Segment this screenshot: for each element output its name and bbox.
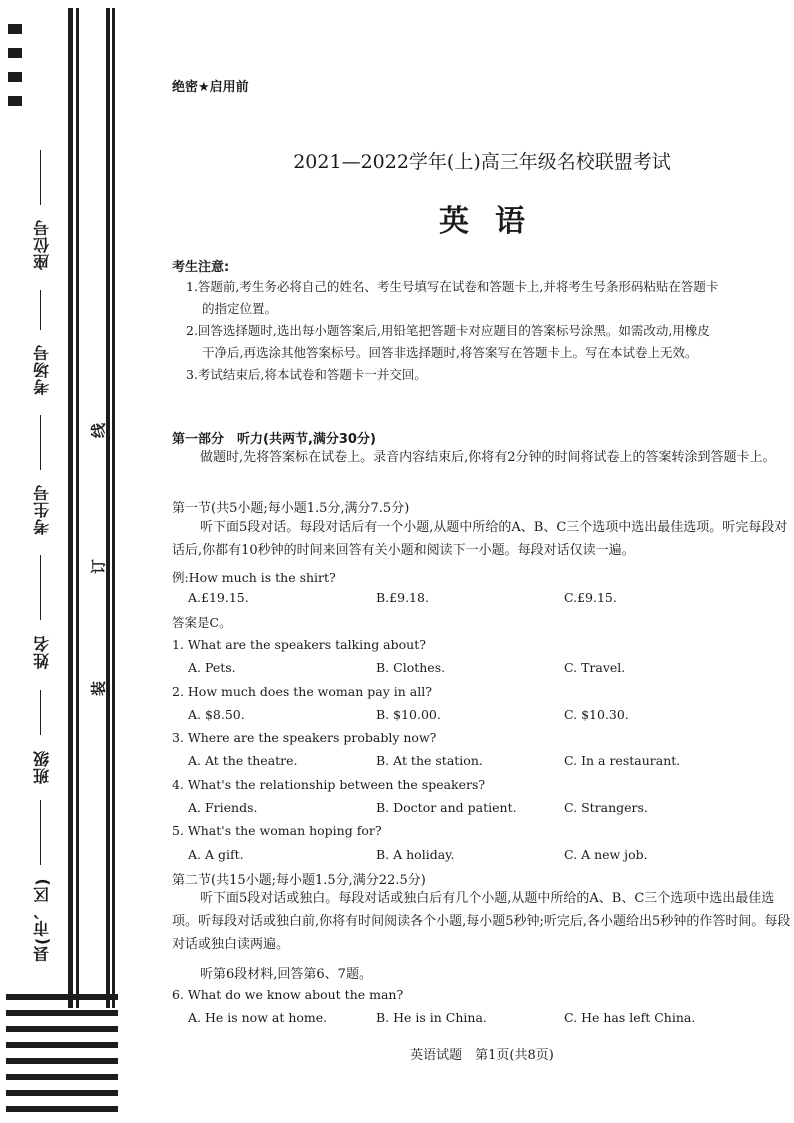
section2-intro: 听下面5段对话或独白。每段对话或独白后有几个小题,从题中所给的A、B、C三个选项中选出最佳选项。听每段对话或独白前,你将有时间阅读各个小题,每小题5秒钟;听完后,各小题给出5秒钟的作答时间。每段对话或独白读两遍。 bbox=[172, 891, 791, 952]
option-a: A. $8.50. bbox=[188, 707, 245, 722]
fill-line bbox=[40, 800, 41, 865]
notice-item bbox=[186, 276, 794, 320]
class-label: 班级 bbox=[32, 750, 52, 785]
option-a: A. Pets. bbox=[188, 660, 236, 675]
option-b: B. Doctor and patient. bbox=[376, 800, 517, 815]
option-b: B. A holiday. bbox=[376, 847, 455, 862]
binding-bar bbox=[68, 8, 73, 1008]
binding-block bbox=[8, 96, 22, 106]
binding-bar bbox=[106, 8, 110, 1008]
example-question: 例:How much is the shirt? bbox=[172, 570, 336, 585]
notice-line: 的指定位置。 bbox=[202, 301, 278, 316]
fill-line bbox=[40, 690, 41, 735]
option-c: C. In a restaurant. bbox=[564, 753, 681, 768]
binding-hbar bbox=[6, 1010, 118, 1016]
option-a: A. At the theatre. bbox=[188, 753, 298, 768]
question-1: 1. What are the speakers talking about? bbox=[172, 637, 426, 652]
question-3: 3. Where are the speakers probably now? bbox=[172, 730, 437, 745]
exam-room-label: 考场号 bbox=[32, 344, 52, 396]
notice-line: 1.答题前,考生务必将自己的姓名、考生号填写在试卷和答题卡上,并将考生号条形码粘贴在答题卡 bbox=[186, 279, 719, 294]
binding-block bbox=[8, 24, 22, 34]
notice-line: 2.回答选择题时,选出每小题答案后,用铅笔把答题卡对应题目的答案标号涂黑。如需改动,用橡皮 bbox=[186, 323, 710, 338]
fill-line bbox=[40, 150, 41, 205]
binding-block bbox=[8, 48, 22, 58]
option-c: C. A new job. bbox=[564, 847, 648, 862]
confidential-mark: 绝密★启用前 bbox=[172, 80, 249, 95]
binding-hbar bbox=[6, 1074, 118, 1080]
example-option-a: A.£19.15. bbox=[188, 590, 249, 605]
candidate-number-label: 考生号 bbox=[32, 484, 52, 536]
section2-heading: 第二节(共15小题;每小题1.5分,满分22.5分) bbox=[172, 873, 426, 888]
binding-bar bbox=[112, 8, 115, 1008]
exam-title: 2021—2022学年(上)高三年级名校联盟考试 bbox=[293, 151, 671, 173]
binding-bar bbox=[76, 8, 79, 1008]
subject-title: 英语 bbox=[439, 204, 551, 239]
option-c: C. Travel. bbox=[564, 660, 626, 675]
option-c: C. He has left China. bbox=[564, 1010, 696, 1025]
option-b: B. He is in China. bbox=[376, 1010, 487, 1025]
example-option-c: C.£9.15. bbox=[564, 590, 617, 605]
bind-word-order: 订 bbox=[89, 559, 108, 575]
notice-title: 考生注意: bbox=[172, 260, 230, 275]
example-option-b: B.£9.18. bbox=[376, 590, 429, 605]
notice-item bbox=[186, 364, 794, 386]
notice-item bbox=[186, 320, 794, 364]
page-footer: 英语试题 第1页(共8页) bbox=[410, 1048, 554, 1063]
example-answer: 答案是C。 bbox=[172, 615, 232, 630]
name-label: 姓名 bbox=[32, 635, 52, 670]
option-b: B. At the station. bbox=[376, 753, 483, 768]
binding-hbar bbox=[6, 1090, 118, 1096]
option-b: B. $10.00. bbox=[376, 707, 441, 722]
bind-word-line: 线 bbox=[89, 423, 108, 439]
binding-block bbox=[8, 72, 22, 82]
part1-intro: 做题时,先将答案标在试卷上。录音内容结束后,你将有2分钟的时间将试卷上的答案转涂到答题卡上。 bbox=[200, 450, 776, 465]
material-note: 听第6段材料,回答第6、7题。 bbox=[200, 967, 372, 982]
option-c: C. $10.30. bbox=[564, 707, 629, 722]
seat-number-label: 座位号 bbox=[32, 219, 52, 271]
option-a: A. Friends. bbox=[188, 800, 258, 815]
question-2: 2. How much does the woman pay in all? bbox=[172, 684, 432, 699]
binding-hbar bbox=[6, 1026, 118, 1032]
question-6: 6. What do we know about the man? bbox=[172, 987, 404, 1002]
question-4: 4. What's the relationship between the speakers? bbox=[172, 777, 486, 792]
county-label: 县(市、区) bbox=[32, 877, 52, 963]
binding-hbar bbox=[6, 994, 118, 1000]
fill-line bbox=[40, 415, 41, 470]
binding-hbar bbox=[6, 1042, 118, 1048]
bind-word-pack: 装 bbox=[89, 681, 108, 697]
option-a: A. A gift. bbox=[188, 847, 244, 862]
fill-line bbox=[40, 555, 41, 620]
option-a: A. He is now at home. bbox=[188, 1010, 328, 1025]
section1-heading: 第一节(共5小题;每小题1.5分,满分7.5分) bbox=[172, 501, 410, 516]
binding-hbar bbox=[6, 1058, 118, 1064]
question-5: 5. What's the woman hoping for? bbox=[172, 823, 382, 838]
part1-heading: 第一部分 听力(共两节,满分30分) bbox=[172, 432, 376, 447]
notice-line: 3.考试结束后,将本试卷和答题卡一并交回。 bbox=[186, 367, 427, 382]
section1-intro: 听下面5段对话。每段对话后有一个小题,从题中所给的A、B、C三个选项中选出最佳选项。听完每段对话后,你都有10秒钟的时间来回答有关小题和阅读下一小题。每段对话仅读一遍。 bbox=[172, 520, 788, 558]
binding-hbar bbox=[6, 1106, 118, 1112]
notice-line: 干净后,再选涂其他答案标号。回答非选择题时,将答案写在答题卡上。写在本试卷上无效。 bbox=[202, 345, 698, 360]
option-c: C. Strangers. bbox=[564, 800, 648, 815]
binding-strip bbox=[0, 0, 120, 1123]
option-b: B. Clothes. bbox=[376, 660, 446, 675]
fill-line bbox=[40, 290, 41, 330]
